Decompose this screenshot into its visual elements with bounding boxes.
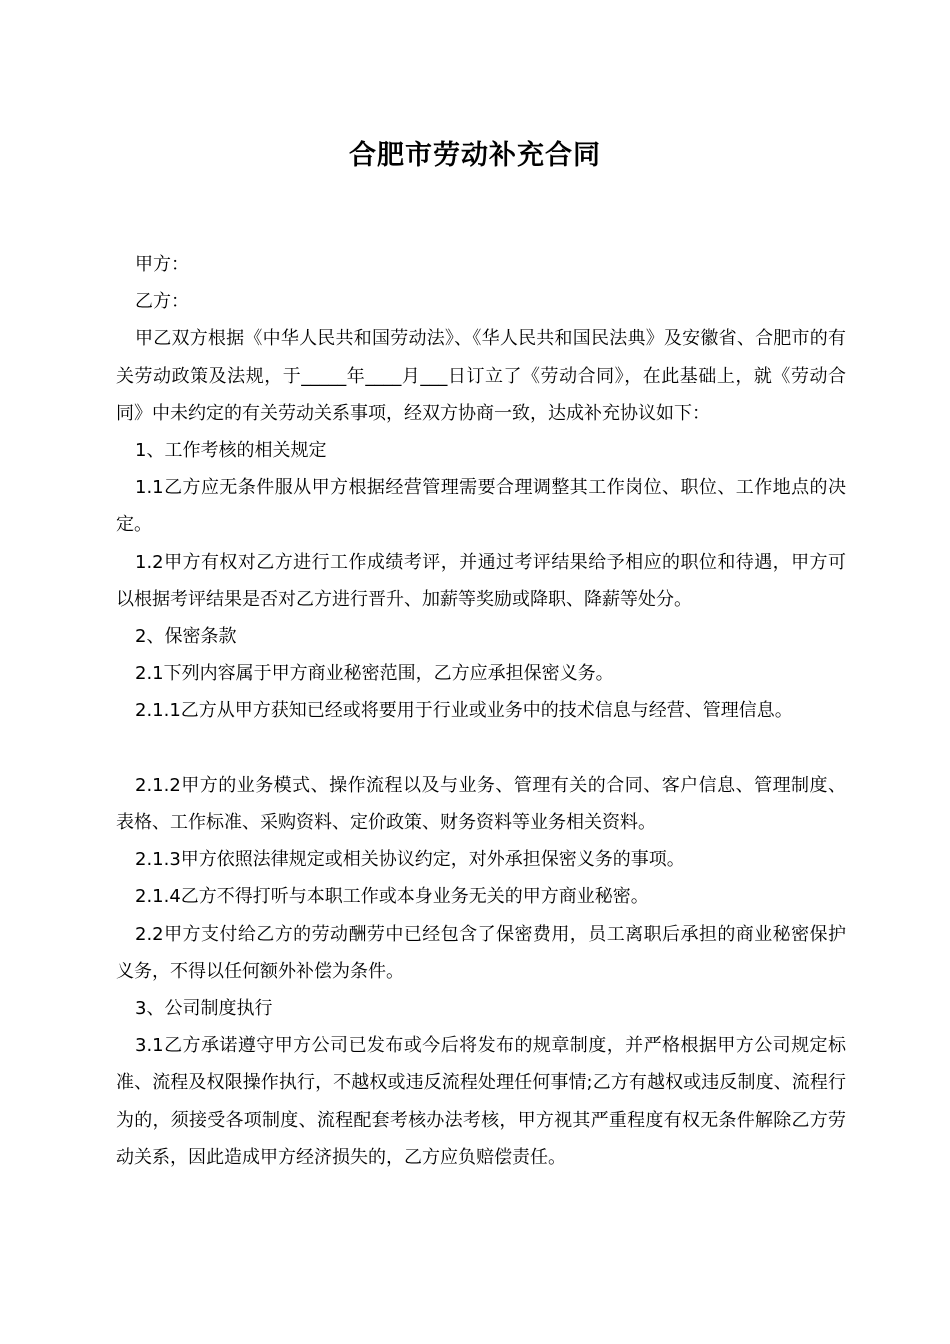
clause-2-1-3: 2.1.3甲方依照法律规定或相关协议约定，对外承担保密义务的事项。 [135,849,685,871]
blank-line [116,730,846,767]
clause-3-1: 3.1乙方承诺遵守甲方公司已发布或今后将发布的规章制度，并严格根据甲方公司规定标准、流程及权限操作执行，不越权或违反流程处理任何事情;乙方有越权或违反制度、流程行为的，须接受各项制度、流程配套考核办法考核，甲方视其严重程度有权无条件解除乙方劳动关系，因此造成甲方经济损失的，乙方应负赔偿责任。 [116,1035,846,1168]
party-a-line: 甲方： [135,254,189,275]
clause-1-2: 1.2甲方有权对乙方进行工作成绩考评，并通过考评结果给予相应的职位和待遇，甲方可以根据考评结果是否对乙方进行晋升、加薪等奖励或降职、降薪等处分。 [116,551,846,610]
section-heading-2: 2、保密条款 [135,626,237,648]
document-body [116,246,846,1176]
clause-2-1-1: 2.1.1乙方从甲方获知已经或将要用于行业或业务中的技术信息与经营、管理信息。 [135,700,793,722]
section-heading-1: 1、工作考核的相关规定 [135,440,327,462]
clause-1-1: 1.1乙方应无条件服从甲方根据经营管理需要合理调整其工作岗位、职位、工作地点的决定。 [116,477,846,536]
preamble-paragraph: 甲乙双方根据《中华人民共和国劳动法》、《华人民共和国民法典》及安徽省、合肥市的有关劳动政策及法规，于_____年____月___日订立了《劳动合同》，在此基础上，就《劳动合同》中未约定的有关劳动关系事项，经双方协商一致，达成补充协议如下： [116,328,846,424]
section-heading-3: 3、公司制度执行 [135,998,273,1020]
party-b-line: 乙方： [135,291,189,313]
document-title: 合肥市劳动补充合同 [349,140,601,171]
clause-2-2: 2.2甲方支付给乙方的劳动酬劳中已经包含了保密费用，员工离职后承担的商业秘密保护义务，不得以任何额外补偿为条件。 [116,923,846,982]
clause-2-1-4: 2.1.4乙方不得打听与本职工作或本身业务无关的甲方商业秘密。 [135,886,649,908]
clause-2-1: 2.1下列内容属于甲方商业秘密范围，乙方应承担保密义务。 [135,663,614,685]
clause-2-1-2: 2.1.2甲方的业务模式、操作流程以及与业务、管理有关的合同、客户信息、管理制度、表格、工作标准、采购资料、定价政策、财务资料等业务相关资料。 [116,774,846,834]
